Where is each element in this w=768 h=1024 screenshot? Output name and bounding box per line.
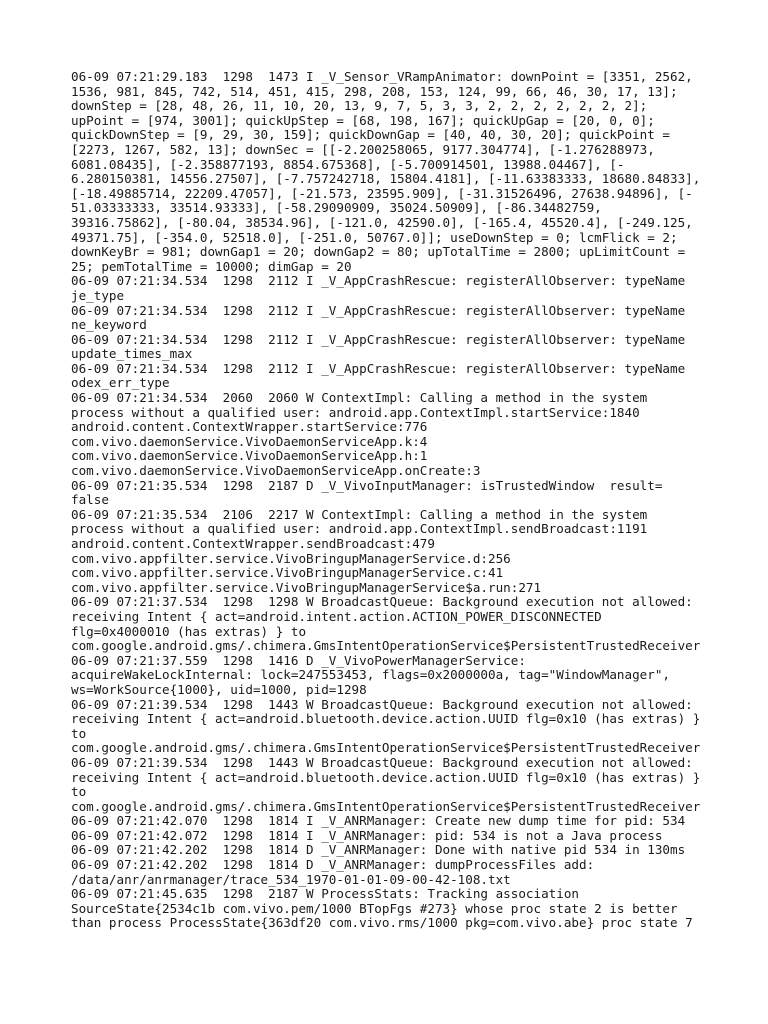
log-line: 51.03333333, 33514.93333], [-58.29090909, 35024.50909], [-86.34482759, xyxy=(71,200,602,216)
log-line: to xyxy=(71,725,87,741)
log-line: com.vivo.daemonService.VivoDaemonServiceApp.onCreate:3 xyxy=(71,463,481,479)
log-line: com.vivo.daemonService.VivoDaemonServiceApp.k:4 xyxy=(71,433,428,449)
log-line: ws=WorkSource{1000}, uid=1000, pid=1298 xyxy=(71,681,367,697)
log-line: 06-09 07:21:34.534 2060 2060 W ContextImpl: Calling a method in the system xyxy=(71,390,648,406)
log-line: 6081.08435], [-2.358877193, 8854.675368], [-5.700914501, 13988.04467], [- xyxy=(71,156,625,172)
log-line: com.vivo.appfilter.service.VivoBringupManagerService$a.run:271 xyxy=(71,579,542,595)
log-line: upPoint = [974, 3001]; quickUpStep = [68, 198, 167]; quickUpGap = [20, 0, 0]; xyxy=(71,112,655,128)
log-line: than process ProcessState{363df20 com.vivo.rms/1000 pkg=com.vivo.abe} proc state 7 xyxy=(71,915,693,931)
log-line: acquireWakeLockInternal: lock=247553453, flags=0x2000000a, tag="WindowManager", xyxy=(71,667,670,683)
log-line: 06-09 07:21:34.534 1298 2112 I _V_AppCrashRescue: registerAllObserver: typeName xyxy=(71,302,686,318)
log-document xyxy=(71,70,711,931)
log-line: downStep = [28, 48, 26, 11, 10, 20, 13, 9, 7, 5, 3, 3, 2, 2, 2, 2, 2, 2, 2]; xyxy=(71,98,648,114)
log-line: receiving Intent { act=android.intent.action.ACTION_POWER_DISCONNECTED xyxy=(71,608,602,624)
log-line: downKeyBr = 981; downGap1 = 20; downGap2 = 80; upTotalTime = 2800; upLimitCount = xyxy=(71,244,686,260)
log-line: ne_keyword xyxy=(71,317,147,333)
log-line: com.google.android.gms/.chimera.GmsIntentOperationService$PersistentTrustedReceiver xyxy=(71,638,701,654)
log-line: process without a qualified user: android.app.ContextImpl.sendBroadcast:1191 xyxy=(71,521,648,537)
log-line: update_times_max xyxy=(71,346,193,362)
log-line: 06-09 07:21:35.534 2106 2217 W ContextImpl: Calling a method in the system xyxy=(71,506,648,522)
log-line: com.vivo.daemonService.VivoDaemonServiceApp.h:1 xyxy=(71,448,428,464)
log-line: 06-09 07:21:37.534 1298 1298 W BroadcastQueue: Background execution not allowed: xyxy=(71,594,693,610)
log-line: com.vivo.appfilter.service.VivoBringupManagerService.d:256 xyxy=(71,550,511,566)
log-line: 06-09 07:21:42.202 1298 1814 D _V_ANRManager: Done with native pid 534 in 130ms xyxy=(71,842,686,858)
log-line: 25; pemTotalTime = 10000; dimGap = 20 xyxy=(71,258,352,274)
log-line: 49371.75], [-354.0, 52518.0], [-251.0, 50767.0]]; useDownStep = 0; lcmFlick = 2; xyxy=(71,229,678,245)
log-line: 06-09 07:21:42.202 1298 1814 D _V_ANRManager: dumpProcessFiles add: xyxy=(71,857,595,873)
log-line: 6.280150381, 14556.27507], [-7.757242718, 15804.4181], [-11.63383333, 18680.84833], xyxy=(71,171,701,187)
log-line: 06-09 07:21:39.534 1298 1443 W BroadcastQueue: Background execution not allowed: xyxy=(71,754,693,770)
log-line: 06-09 07:21:35.534 1298 2187 D _V_VivoInputManager: isTrustedWindow result= xyxy=(71,477,663,493)
log-line: quickDownStep = [9, 29, 30, 159]; quickDownGap = [40, 40, 30, 20]; quickPoint = xyxy=(71,127,670,143)
log-line: android.content.ContextWrapper.sendBroadcast:479 xyxy=(71,536,435,551)
log-line: process without a qualified user: android.app.ContextImpl.startService:1840 xyxy=(71,404,640,420)
log-line: 06-09 07:21:39.534 1298 1443 W BroadcastQueue: Background execution not allowed: xyxy=(71,696,693,712)
log-line: to xyxy=(71,784,87,800)
log-line: je_type xyxy=(71,287,125,303)
log-line: [2273, 1267, 582, 13]; downSec = [[-2.200258065, 9177.304774], [-1.276288973, xyxy=(71,141,655,157)
log-line: 06-09 07:21:34.534 1298 2112 I _V_AppCrashRescue: registerAllObserver: typeName xyxy=(71,331,686,347)
log-line: com.vivo.appfilter.service.VivoBringupManagerService.c:41 xyxy=(71,565,504,581)
log-line: 06-09 07:21:34.534 1298 2112 I _V_AppCrashRescue: registerAllObserver: typeName xyxy=(71,360,686,376)
log-line: false xyxy=(71,492,109,508)
log-line: android.content.ContextWrapper.startService:776 xyxy=(71,419,428,435)
log-line: 39316.75862], [-80.04, 38534.96], [-121.0, 42590.0], [-165.4, 45520.4], [-249.125, xyxy=(71,214,693,230)
log-line: SourceState{2534c1b com.vivo.pem/1000 BTopFgs #273} whose proc state 2 is better xyxy=(71,900,678,916)
log-line: com.google.android.gms/.chimera.GmsIntentOperationService$PersistentTrustedReceiver xyxy=(71,740,701,756)
log-line: 1536, 981, 845, 742, 514, 451, 415, 298, 208, 153, 124, 99, 66, 46, 30, 17, 13]; xyxy=(71,83,678,99)
log-line: 06-09 07:21:29.183 1298 1473 I _V_Sensor_VRampAnimator: downPoint = [3351, 2562, xyxy=(71,69,693,84)
log-line: [-18.49885714, 22209.47057], [-21.573, 23595.909], [-31.31526496, 27638.94896], [- xyxy=(71,185,693,201)
log-line: 06-09 07:21:37.559 1298 1416 D _V_VivoPowerManagerService: xyxy=(71,652,526,668)
log-line: odex_err_type xyxy=(71,375,170,391)
log-line: 06-09 07:21:42.072 1298 1814 I _V_ANRManager: pid: 534 is not a Java process xyxy=(71,827,663,843)
log-line: 06-09 07:21:34.534 1298 2112 I _V_AppCrashRescue: registerAllObserver: typeName xyxy=(71,273,686,289)
log-line: flg=0x4000010 (has extras) } to xyxy=(71,623,307,639)
log-line: 06-09 07:21:45.635 1298 2187 W ProcessStats: Tracking association xyxy=(71,886,579,902)
log-line: com.google.android.gms/.chimera.GmsIntentOperationService$PersistentTrustedReceiver xyxy=(71,798,701,814)
log-line: 06-09 07:21:42.070 1298 1814 I _V_ANRManager: Create new dump time for pid: 534 xyxy=(71,813,686,829)
log-line: /data/anr/anrmanager/trace_534_1970-01-01-09-00-42-108.txt xyxy=(71,871,511,887)
log-line: receiving Intent { act=android.bluetooth.device.action.UUID flg=0x10 (has extras) } xyxy=(71,769,701,785)
log-line: receiving Intent { act=android.bluetooth.device.action.UUID flg=0x10 (has extras) } xyxy=(71,711,701,727)
